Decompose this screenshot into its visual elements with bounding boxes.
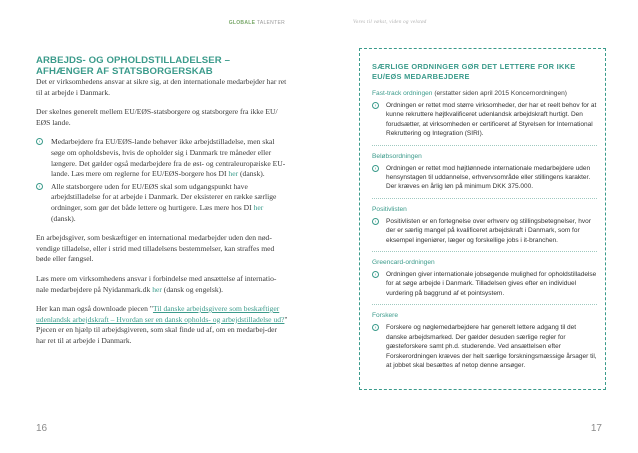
arrow-circle-icon: › [372,165,379,172]
scheme-greencard [372,258,597,298]
scheme-title: Greencard-ordningen [372,259,435,267]
paragraph: Der skelnes generelt mellem EU/EØS-statsborgere og statsborgere fra ikke EU/ EØS lande. [36,107,278,127]
running-header-left [229,20,285,26]
list-item: › Ordningen er rettet mod større virksomheder, der har et reelt behov for at kunne rekruttere højtkvalificeret udenlandsk arbejdskraft hurtigt. Den forudsætter, at virksomheden er certificeret af Styrelsen for International Rekruttering og Integration (SIRI). [372,101,597,139]
section-heading: ARBEJDS- OG OPHOLDSTILLADELSER – AFHÆNGER AF STATSBORGERSKAB [36,55,231,77]
page-number: 17 [590,423,602,434]
list-item: › Forskere og nøglemedarbejdere har generelt lettere adgang til det danske arbejdsmarked. Der gælder desuden særlige regler for gæsteforskere samt ph.d. studerende. Ved ansættelsen efter Forskerordningen kræves der helt særlige forskningsmæssige årsager til, at jobbet skal besættes af netop denne ansøger. [372,323,597,370]
arrow-circle-icon: › [36,138,43,145]
scheme-title: Fast-track ordningen [372,90,433,97]
link-di-noneu[interactable]: her [253,202,264,212]
bullet-list [36,137,288,224]
page-number: 16 [36,423,48,434]
arrow-circle-icon: › [372,324,379,331]
box-title: SÆRLIGE ORDNINGER GØR DET LETTERE FOR IKKE EU/EØS MEDARBEJDERE [372,62,576,81]
scheme-title: Positivlisten [372,205,407,213]
link-di-eu[interactable]: her [228,169,239,179]
header-section: GLOBALE [228,20,256,26]
divider [372,145,597,146]
list-item: › Medarbejdere fra EU/EØS-lande behøver ikke arbejdstilladelse, men skal søge om opholdsbevis, hvis de opholder sig i Danmark tre måneder eller længere. Det gælder også medarbejdere fra de øst- og centraleuropæiske EU-lande. Læs mere om reglerne for EU/EØS-borgere hos DI her (dansk). [36,137,288,179]
paragraph: En arbejdsgiver, som beskæftiger en international medarbejder uden den nød-vendige tilladelse, eller i strid med tilladelsens bestemmelser, kan straffes med bøde eller fængsel. [36,233,275,264]
paragraph: Her kan man også downloade piecen "Til danske arbejdsgivere som beskæftiger udenlandsk arbejdskraft – Hvordan ser en dansk opholds- og arbejdstilladelse ud?" Pjecen er en hjælp til arbejdsgiveren, som skal finde ud af, om en medarbej-der har ret til at arbejde i Danmark. [36,304,288,345]
divider [372,304,597,305]
scheme-fast-track: Fast-track ordningen (erstatter siden april 2015 Koncernordningen) › Ordningen er rettet mod større virksomheder, der har et reelt behov for at kunne rekruttere højtkvalificeret udenlandsk arbejdskraft hurtigt. Den forudsætter, at virksomheden er certificeret af Styrelsen for International Rekruttering og Integration (SIRI). [372,90,597,138]
paragraph: Det er virksomhedens ansvar at sikre sig, at den internationale medarbejder har ret til at arbejde i Danmark. [36,77,287,97]
scheme-beloeb [372,152,597,192]
link-nyidanmark[interactable]: her [152,284,162,294]
divider [372,198,597,199]
header-title: TALENTER [256,20,285,26]
scheme-title: Beløbsordningen [372,152,422,160]
list-item: › Ordningen er rettet mod højtlønnede internationale medarbejdere uden hensynstagen til uddannelse, erhvervsområde eller stillingens karakter. Der kræves en årlig løn på minimum DKK 375.000. [372,164,597,192]
list-item: › Positivlisten er en fortegnelse over erhverv og stillingsbetegnelser, hvor der er særlig mangel på kvalificeret arbejdskraft i Danmark, som for eksempel ingeniører, læger og forskellige jobs i it-branchen. [372,217,597,245]
paragraph: Læs mere om virksomhedens ansvar i forbindelse med ansættelse af internatio-nale medarbejdere på Nyidanmark.dk her (dansk og engelsk). [36,273,277,294]
list-item: › Ordningen giver internationale jobsøgende mulighed for opholdstilladelse for at søge arbejde i Danmark. Tilladelsen gives efter en individuel vurdering på baggrund af et pointsystem. [372,270,597,298]
scheme-forskere [372,311,597,370]
divider [372,251,597,252]
scheme-positivlisten [372,205,597,245]
arrow-circle-icon: › [36,183,43,190]
list-item: › Alle statsborgere uden for EU/EØS skal som udgangspunkt have arbejdstilladelse for at arbejde i Danmark. Der eksisterer en række særlige ordninger, som gør det både lettere og hurtigere. Læs mere hos DI her (dansk). [36,182,288,224]
running-header-right: Vores til vækst, viden og velstød [353,20,427,25]
body-text [36,77,288,355]
arrow-circle-icon: › [372,102,379,109]
arrow-circle-icon: › [372,271,379,278]
link-pjece[interactable]: Til danske arbejdsgivere som beskæftiger udenlandsk arbejdskraft – Hvordan ser en dansk opholds- og arbejdstilladelse ud? [36,304,285,324]
scheme-title: Forskere [372,312,399,320]
right-page [319,0,638,453]
info-box [359,48,606,390]
arrow-circle-icon: › [372,218,379,225]
